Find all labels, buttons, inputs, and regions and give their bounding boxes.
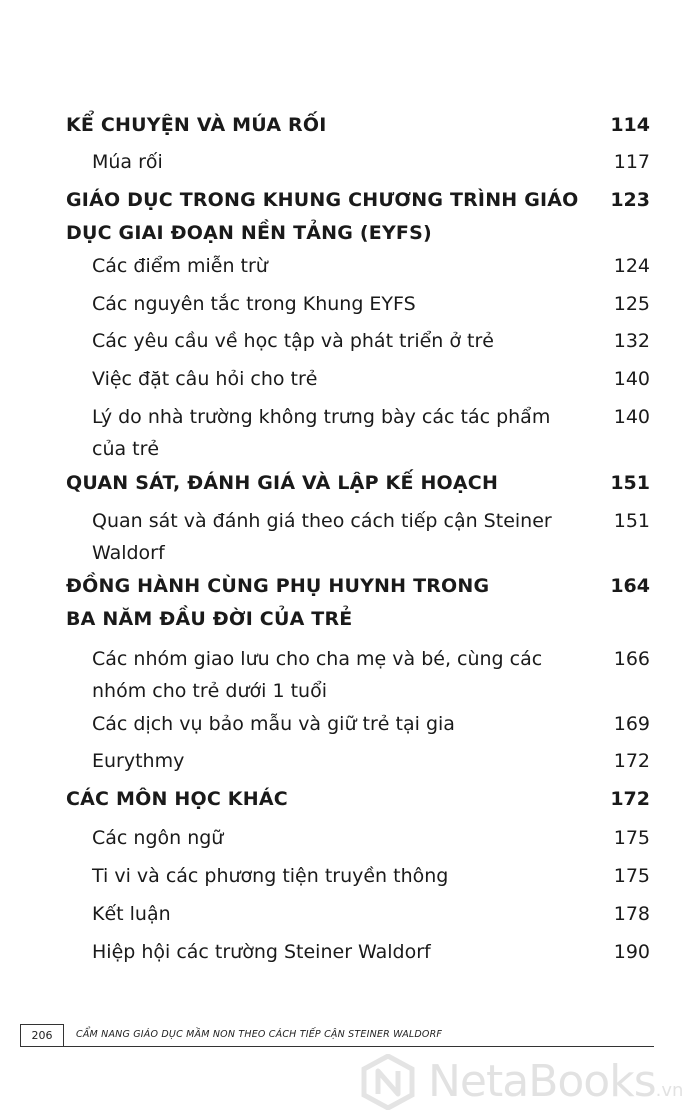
toc-entry-page-number: 172 [613, 750, 650, 772]
toc-entry-title [92, 936, 431, 968]
running-book-title: CẨM NANG GIÁO DỤC MẦM NON THEO CÁCH TIẾP CẬN STEINER WALDORF [76, 1029, 443, 1040]
toc-entry-page-number: 175 [613, 865, 650, 887]
toc-entry-title-line: ĐỒNG HÀNH CÙNG PHỤ HUYNH TRONG [66, 575, 490, 597]
toc-entry-title [66, 570, 489, 636]
toc-entry-title [92, 745, 184, 777]
toc-entry-title-line: DỤC GIAI ĐOẠN NỀN TẢNG (EYFS) [66, 222, 432, 244]
toc-entry-title-line: Các ngôn ngữ [92, 827, 224, 849]
toc-entry-title-line: Các dịch vụ bảo mẫu và giữ trẻ tại gia [92, 713, 455, 735]
toc-entry-title [92, 363, 318, 395]
toc-entry-title [66, 184, 579, 250]
toc-entry-title [92, 860, 448, 892]
toc-entry-title-line: nhóm cho trẻ dưới 1 tuổi [92, 680, 327, 702]
toc-entry-page-number: 123 [610, 189, 650, 211]
toc-entry-title-line: Kết luận [92, 903, 171, 925]
toc-entry-title-line: Hiệp hội các trường Steiner Waldorf [92, 941, 431, 963]
toc-entry-page-number: 151 [613, 510, 650, 532]
toc-entry-title [92, 325, 494, 357]
toc-entry-title [92, 643, 542, 707]
toc-entry-page-number: 124 [613, 255, 650, 277]
toc-entry-title-line: Lý do nhà trường không trưng bày các tác phẩm [92, 406, 551, 428]
toc-entry-title-line: Waldorf [92, 542, 165, 564]
toc-entry-title-line: Các nguyên tắc trong Khung EYFS [92, 293, 416, 315]
toc-entry-page-number: 132 [613, 330, 650, 352]
toc-entry-page-number: 125 [613, 293, 650, 315]
page-number: 206 [20, 1024, 64, 1047]
toc-entry-title [66, 783, 288, 815]
toc-entry-title [66, 467, 498, 499]
toc-entry-page-number: 164 [610, 575, 650, 597]
toc-entry-title [92, 146, 163, 178]
toc-entry-page-number: 151 [610, 472, 650, 494]
toc-entry-page-number: 175 [613, 827, 650, 849]
toc-entry-page-number: 166 [613, 648, 650, 670]
toc-entry-title [92, 288, 416, 320]
toc-entry-title-line: Các điểm miễn trừ [92, 255, 268, 277]
watermark-brand: NetaBooks.vn [428, 1056, 684, 1107]
toc-entry-title [92, 401, 550, 465]
toc-entry-page-number: 117 [613, 151, 650, 173]
toc-entry-title [92, 505, 552, 569]
netabooks-logo-icon [360, 1054, 416, 1110]
toc-entry-title [92, 898, 171, 930]
toc-entry-title [66, 109, 327, 141]
toc-entry-title-line: Ti vi và các phương tiện truyền thông [92, 865, 449, 887]
toc-entry-page-number: 178 [613, 903, 650, 925]
toc-entry-page-number: 140 [613, 368, 650, 390]
toc-entry-title [92, 250, 268, 282]
toc-entry-title-line: BA NĂM ĐẦU ĐỜI CỦA TRẺ [66, 608, 353, 630]
toc-entry-title-line: Quan sát và đánh giá theo cách tiếp cận Steiner [92, 510, 552, 532]
watermark-suffix: .vn [655, 1080, 684, 1101]
watermark [360, 1050, 700, 1110]
toc-entry-title-line: Múa rối [92, 151, 163, 173]
toc-entry-title-line: Các yêu cầu về học tập và phát triển ở trẻ [92, 330, 494, 352]
toc-entry-page-number: 190 [613, 941, 650, 963]
toc-entry-page-number: 140 [613, 406, 650, 428]
toc-entry-page-number: 172 [610, 788, 650, 810]
toc-entry-page-number: 114 [610, 114, 650, 136]
toc-entry-title-line: Eurythmy [92, 750, 185, 772]
toc-entry-title-line: QUAN SÁT, ĐÁNH GIÁ VÀ LẬP KẾ HOẠCH [66, 472, 499, 494]
toc-entry-title [92, 708, 455, 740]
toc-entry-title-line: GIÁO DỤC TRONG KHUNG CHƯƠNG TRÌNH GIÁO [66, 189, 579, 211]
toc-entry-title [92, 822, 223, 854]
toc-entry-title-line: Các nhóm giao lưu cho cha mẹ và bé, cùng các [92, 648, 543, 670]
toc-entry-page-number: 169 [613, 713, 650, 735]
page-footer [20, 1024, 654, 1047]
toc-entry-title-line: Việc đặt câu hỏi cho trẻ [92, 368, 318, 390]
toc-entry-title-line: CÁC MÔN HỌC KHÁC [66, 788, 288, 810]
toc-entry-title-line: KỂ CHUYỆN VÀ MÚA RỐI [66, 114, 327, 136]
toc-entry-title-line: của trẻ [92, 438, 160, 460]
